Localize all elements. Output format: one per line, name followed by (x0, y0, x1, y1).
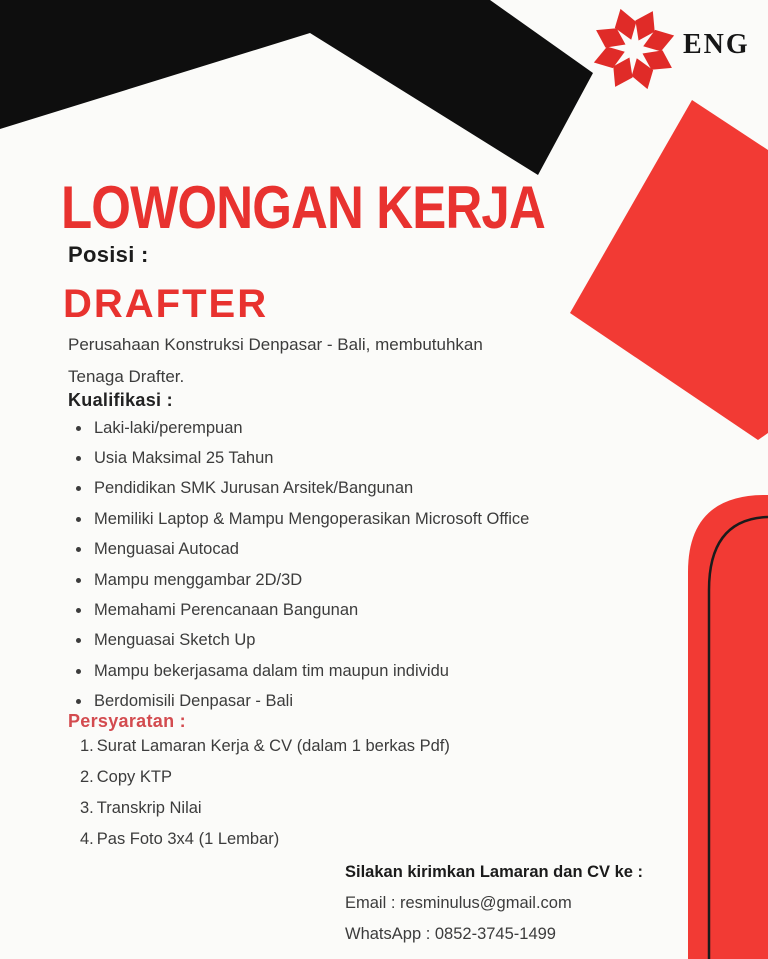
flower-8-petal-icon (586, 1, 682, 97)
list-item-number: 2. (80, 768, 94, 786)
list-item (68, 626, 529, 656)
list-item (80, 762, 450, 793)
position-value: DRAFTER (63, 282, 269, 326)
brand-name: ENG (683, 29, 750, 60)
list-item-label: Transkrip Nilai (96, 799, 202, 817)
list-item (68, 565, 529, 595)
bullet-dot-icon (76, 486, 81, 491)
list-item (68, 443, 529, 473)
list-item-label: Mampu menggambar 2D/3D (94, 570, 303, 589)
list-item (80, 824, 450, 855)
list-item-label: Menguasai Autocad (94, 540, 239, 559)
qualifications-list (68, 413, 529, 717)
red-rounded-shape (688, 495, 768, 959)
list-item (80, 793, 450, 824)
list-item-number: 3. (80, 799, 94, 817)
list-item (68, 413, 529, 443)
list-item-number: 4. (80, 830, 94, 848)
list-item (68, 656, 529, 686)
list-item-label: Copy KTP (96, 768, 172, 786)
bullet-dot-icon (76, 547, 81, 552)
list-item (68, 504, 529, 534)
contact-heading: Silakan kirimkan Lamaran dan CV ke : (345, 863, 644, 881)
list-item-label: Mampu bekerjasama dalam tim maupun individu (94, 661, 449, 680)
poster-title: LOWONGAN KERJA (61, 174, 545, 241)
intro-text (68, 329, 483, 392)
list-item-label: Pendidikan SMK Jurusan Arsitek/Bangunan (94, 479, 414, 498)
list-item-label: Usia Maksimal 25 Tahun (94, 449, 274, 468)
position-label: Posisi : (68, 242, 149, 267)
bullet-dot-icon (76, 456, 81, 461)
black-banner-shape (0, 0, 593, 175)
list-item-label: Berdomisili Denpasar - Bali (94, 692, 293, 711)
intro-line-1: Perusahaan Konstruksi Denpasar - Bali, membutuhkan (68, 335, 483, 354)
list-item (68, 535, 529, 565)
list-item (80, 731, 450, 762)
bullet-dot-icon (76, 578, 81, 583)
list-item-number: 1. (80, 737, 94, 755)
bullet-dot-icon (76, 699, 81, 704)
bullet-dot-icon (76, 608, 81, 613)
bullet-dot-icon (76, 638, 81, 643)
contact-email: Email : resminulus@gmail.com (345, 893, 572, 912)
contact-whatsapp: WhatsApp : 0852-3745-1499 (345, 924, 556, 943)
intro-line-2: Tenaga Drafter. (68, 366, 185, 386)
list-item-label: Memahami Perencanaan Bangunan (94, 601, 359, 620)
bullet-dot-icon (76, 669, 81, 674)
list-item (68, 474, 529, 504)
requirements-list (80, 731, 450, 855)
qualifications-heading: Kualifikasi : (68, 390, 173, 410)
list-item (68, 595, 529, 625)
list-item-label: Pas Foto 3x4 (1 Lembar) (96, 830, 280, 848)
list-item-label: Memiliki Laptop & Mampu Mengoperasikan Microsoft Office (94, 509, 530, 528)
requirements-heading: Persyaratan : (68, 711, 186, 731)
red-diamond-shape (570, 100, 768, 440)
bullet-dot-icon (76, 426, 81, 431)
list-item-label: Menguasai Sketch Up (94, 631, 256, 650)
list-item-label: Laki-laki/perempuan (94, 418, 243, 437)
bullet-dot-icon (76, 517, 81, 522)
list-item-label: Surat Lamaran Kerja & CV (dalam 1 berkas Pdf) (96, 737, 450, 755)
contact-block (345, 857, 643, 949)
